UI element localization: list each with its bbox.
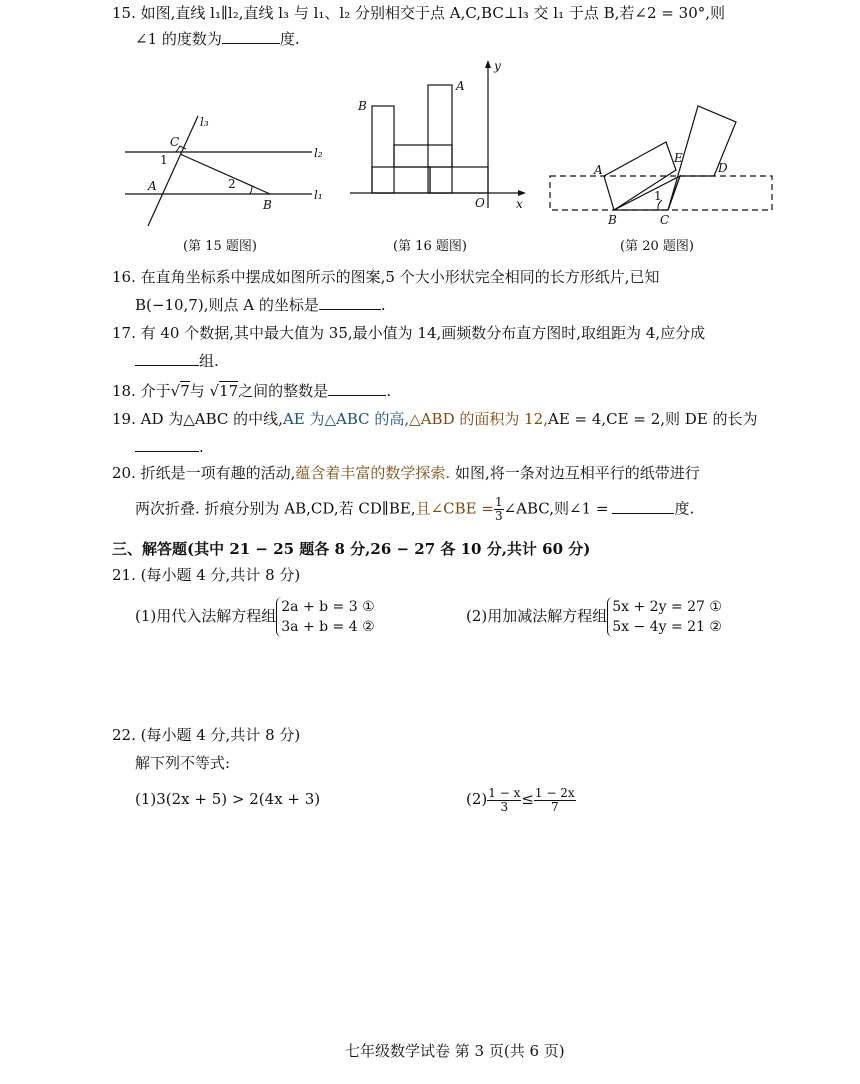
q18-line	[112, 380, 391, 402]
figure-16	[350, 58, 530, 218]
answer-blank	[135, 437, 199, 452]
q20-part-b2: 且∠CBE =	[415, 499, 494, 518]
fraction-denominator: 3	[494, 509, 503, 523]
answer-blank	[328, 381, 386, 396]
figure-15	[120, 108, 330, 230]
q18-post: 之间的整数是	[238, 382, 329, 400]
label-b: B	[263, 198, 272, 212]
fraction-numerator: 1 − 2x	[534, 785, 575, 800]
q21-p2-label: (2)用加减法解方程组	[466, 607, 608, 625]
fraction-denominator: 3	[500, 799, 509, 814]
q20-part-c: 如图,将一条对边互相平行的纸带进行	[450, 464, 700, 482]
label-l3: l₃	[200, 115, 209, 129]
label-d: D	[718, 161, 728, 175]
q22-part-1: (1)3(2x + 5) > 2(4x + 3)	[135, 790, 321, 808]
radicand-1: 7	[180, 382, 190, 400]
label-l2: l₂	[314, 146, 323, 160]
q17-end: 组.	[199, 352, 219, 370]
equation-system-1	[276, 597, 374, 637]
label-x: x	[516, 197, 523, 211]
rectangle-bottom-left	[372, 167, 430, 193]
q19-part-a: 19. AD 为△ABC 的中线,	[112, 410, 283, 428]
equation-system-2	[607, 597, 722, 637]
fraction-left	[487, 787, 521, 814]
q20-part-a: 20. 折纸是一项有趣的活动,	[112, 464, 296, 482]
x-axis-arrow	[518, 190, 526, 196]
segment-bc	[180, 154, 270, 194]
q20-line1	[112, 462, 700, 484]
figure-20	[546, 104, 778, 228]
fraction-numerator: 1 − x	[488, 785, 521, 800]
q20-part-a2: 两次折叠. 折痕分别为 AB,CD,若 CD∥BE,	[135, 499, 416, 518]
q19-part-c: △ABD 的面积为 12,	[409, 410, 548, 428]
fraction-one-third	[494, 496, 504, 523]
answer-blank	[135, 351, 199, 366]
answer-blank	[222, 29, 280, 44]
equation-2: 5x − 4y = 21 ②	[612, 619, 722, 635]
label-b: B	[358, 99, 367, 113]
equation-2: 3a + b = 4 ②	[281, 619, 375, 635]
q18-pre: 18. 介于	[112, 382, 171, 400]
label-angle-1: 1	[160, 153, 168, 167]
fraction-right	[534, 787, 576, 814]
sqrt-sign: √	[204, 382, 220, 400]
label-angle-2: 2	[228, 177, 236, 191]
page-footer: 七年级数学试卷 第 3 页(共 6 页)	[345, 1042, 565, 1060]
answer-blank	[319, 295, 381, 310]
fig15-caption: (第 15 题图)	[183, 239, 257, 254]
fig16-caption: (第 16 题图)	[393, 239, 467, 254]
label-a: A	[456, 79, 465, 93]
q18-mid: 与	[189, 382, 205, 400]
q15-line2	[135, 28, 300, 50]
rectangle-left	[372, 106, 394, 193]
q21-part-2	[466, 596, 722, 637]
q21-part-1	[135, 596, 375, 637]
rectangle-tall	[428, 85, 452, 193]
q16-end: .	[380, 296, 386, 314]
rectangle-middle	[394, 145, 452, 167]
label-c: C	[170, 135, 180, 149]
q22-p2-label: (2)	[466, 790, 488, 808]
label-b: B	[608, 213, 617, 227]
rectangle-bottom-right	[430, 167, 488, 193]
q15-text: ∠1 的度数为	[135, 30, 222, 48]
q19-part-d: AE = 4,CE = 2,则 DE 的长为	[547, 410, 758, 428]
label-origin: O	[475, 196, 485, 210]
q19-end: .	[199, 438, 204, 456]
label-angle-1: 1	[654, 189, 662, 203]
q18-end: .	[386, 382, 391, 400]
q20-part-b: 蕴含着丰富的数学探索.	[295, 464, 451, 482]
q21-p1-label: (1)用代入法解方程组	[135, 607, 277, 625]
answer-blank	[612, 499, 674, 514]
q19-part-b: AE 为△ABC 的高,	[282, 410, 410, 428]
fraction-denominator: 7	[550, 799, 559, 814]
sqrt-sign: √	[170, 382, 181, 400]
label-c: C	[660, 213, 670, 227]
q22-heading: 22. (每小题 4 分,共计 8 分)	[112, 726, 301, 744]
q19-line1	[112, 408, 758, 430]
label-a: A	[148, 179, 157, 193]
q22-part-2	[466, 782, 576, 816]
q16-line2	[135, 294, 386, 316]
label-l1: l₁	[314, 188, 323, 202]
q22-intro: 解下列不等式:	[135, 754, 231, 772]
q15-unit: 度.	[279, 30, 300, 48]
label-a: A	[594, 163, 603, 177]
q19-line2	[135, 436, 204, 458]
section-3-heading: 三、解答题(其中 21 − 25 题各 8 分,26 − 27 各 10 分,共计 60 分)	[112, 540, 591, 558]
q16-text: B(−10,7),则点 A 的坐标是	[135, 296, 319, 314]
q20-end: 度.	[674, 499, 695, 518]
equation-1: 5x + 2y = 27 ①	[612, 599, 722, 615]
fraction-numerator: 1	[494, 495, 503, 509]
radicand-2: 17	[219, 382, 239, 400]
q16-line1: 16. 在直角坐标系中摆成如图所示的图案,5 个大小形状完全相同的长方形纸片,已知	[112, 268, 660, 286]
q20-part-c2: ∠ABC,则∠1 =	[503, 499, 609, 518]
fig20-caption: (第 20 题图)	[620, 239, 694, 254]
equation-1: 2a + b = 3 ①	[281, 599, 375, 615]
q17-line2	[135, 350, 219, 372]
q20-line2	[135, 496, 694, 523]
angle-2-arc	[250, 186, 252, 194]
q17-line1: 17. 有 40 个数据,其中最大值为 35,最小值为 14,画频数分布直方图时,取组距为 4,应分成	[112, 324, 706, 342]
y-axis-arrow	[485, 60, 491, 68]
label-e: E	[674, 151, 683, 165]
q21-heading: 21. (每小题 4 分,共计 8 分)	[112, 566, 301, 584]
line-l3	[148, 116, 198, 226]
label-y: y	[494, 59, 501, 73]
relation-sign: ≤	[521, 790, 534, 808]
q15-line1: 15. 如图,直线 l₁∥l₂,直线 l₃ 与 l₁、l₂ 分别相交于点 A,C,BC⊥l₃ 交 l₁ 于点 B,若∠2 = 30°,则	[112, 4, 726, 22]
